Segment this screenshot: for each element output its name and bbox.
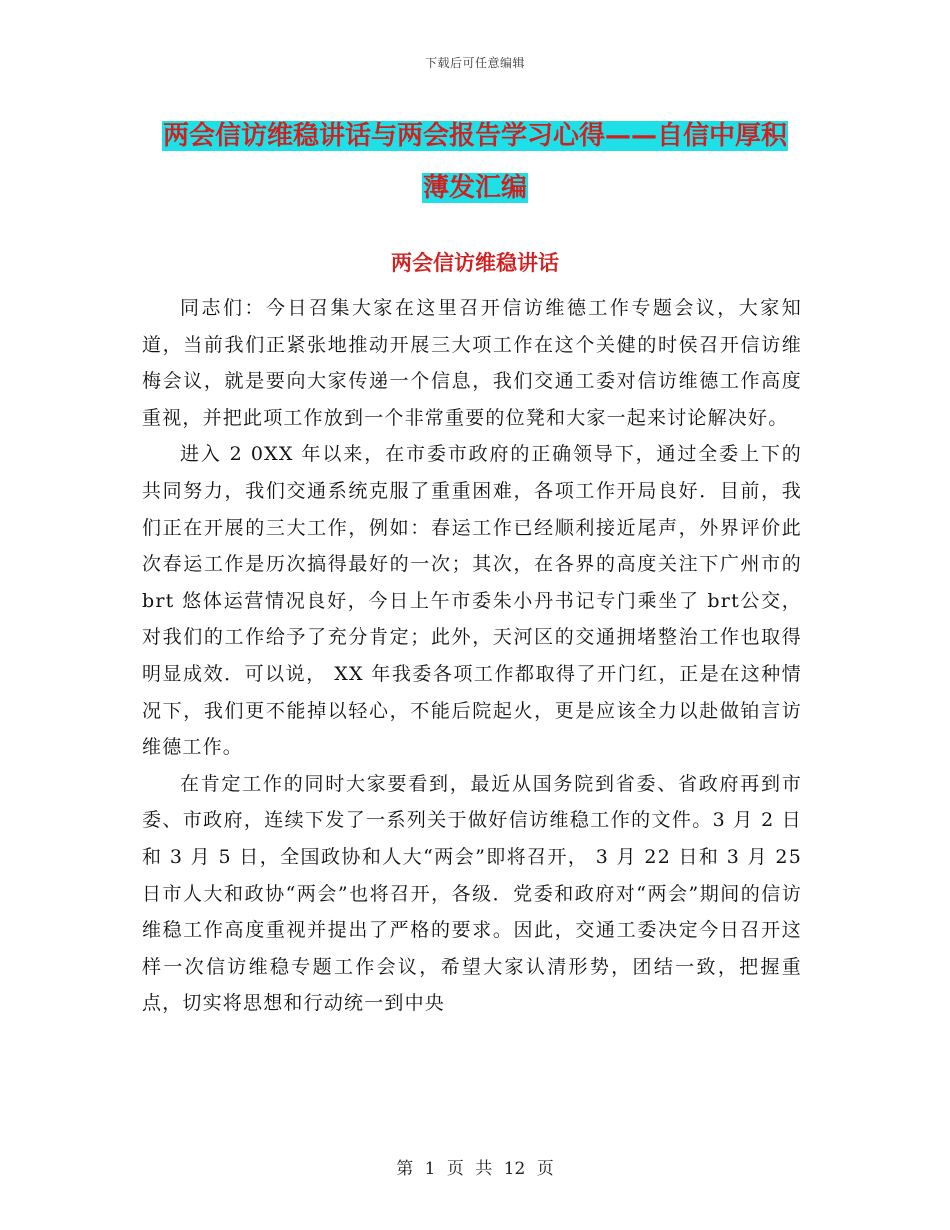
header-note: 下载后可任意编辑 [424, 56, 525, 70]
paragraph-3: 在肯定工作的同时大家要看到，最近从国务院到省委、省政府再到市委、市政府，连续下发了一系列关于做好信访维稳工作的文件。3 月 2 日和 3 月 5 日，全国政协和人大“两会”即将召开， 3 月 22 日和 3 月 25 日市人大和政协“两会”也将召开，各级．党委和政府对“两会”期间的信访维稳工作高度重视并提出了严格的要求。因此，交通工委决定今日召开这样一次信访维稳专题工作会议，希望大家认清形势，团结一致，把握重点，切实将思想和行动统一到中央 [142, 772, 802, 1015]
body-text [142, 290, 802, 1022]
page-footer: 第 1 页 共 12 页 [396, 1159, 554, 1179]
section-heading: 两会信访维稳讲话 [391, 251, 559, 275]
document-title [150, 110, 800, 214]
document-title-text: 两会信访维稳讲话与两会报告学习心得——自信中厚积薄发汇编 [162, 121, 787, 203]
paragraph-2: 进入 2 0XX 年以来，在市委市政府的正确领导下，通过全委上下的共同努力，我们交通系统克服了重重困难，各项工作开局良好．目前，我们正在开展的三大工作，例如：春运工作已经顺利接近尾声，外界评价此次春运工作是历次搞得最好的一次；其次，在各界的高度关注下广州市的 brt 悠体运营情况良好，今日上午市委朱小丹书记专门乘坐了 brt公交，对我们的工作给予了充分肯定；此外，天河区的交通拥堵整治工作也取得明显成效．可以说， XX 年我委各项工作都取得了开门红，正是在这种情况下，我们更不能掉以轻心，不能后院起火，更是应该全力以赴做铂言访维德工作。 [142, 443, 802, 759]
paragraph-1: 同志们：今日召集大家在这里召开信访维德工作专题会议，大家知道，当前我们正紧张地推动开展三大项工作在这个关健的时侯召开信访维梅会议，就是要向大家传递一个信息，我们交通工委对信访维德工作高度重视，并把此项工作放到一个非常重要的位凳和大家一起来讨论解决好。 [142, 297, 802, 429]
